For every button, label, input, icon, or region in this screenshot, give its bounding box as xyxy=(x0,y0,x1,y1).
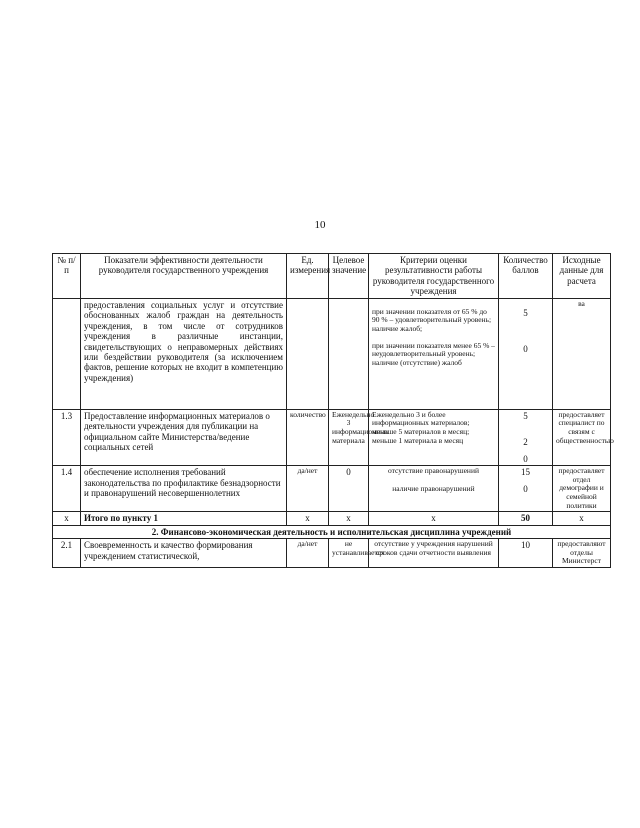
total-unit: х xyxy=(287,512,329,525)
criteria-item: меньше 5 материалов в месяц; xyxy=(372,427,470,436)
cell-points xyxy=(499,466,553,512)
cell-num: 1.3 xyxy=(53,409,81,465)
cell-criteria xyxy=(369,466,499,512)
points-value: 15 xyxy=(521,467,530,478)
header-target: Целевое значение xyxy=(329,254,369,299)
header-source: Исходные данные для расчета xyxy=(553,254,611,299)
cell-criteria xyxy=(369,298,499,409)
criteria-item: Еженедельно 3 и более информационных материалов; xyxy=(372,409,470,428)
cell-source: предоставляют отделы Министерст xyxy=(553,539,611,568)
cell-indicator: Своевременность и качество формирования учреждением статистической, xyxy=(81,539,287,568)
cell-indicator: обеспечение исполнения требований законодательства по профилактике безнадзорности и правонарушений несовершеннолетних xyxy=(81,466,287,512)
cell-source: предоставляет отдел демографии и семейной политики xyxy=(553,466,611,512)
points-value: 0 xyxy=(523,344,528,355)
cell-unit: да/нет xyxy=(287,466,329,512)
cell-unit: да/нет xyxy=(287,539,329,568)
efficiency-indicators-table xyxy=(52,253,614,568)
cell-criteria xyxy=(369,409,499,465)
total-criteria: х xyxy=(369,512,499,525)
points-value: 0 xyxy=(523,483,528,494)
header-indicator: Показатели эффективности деятельности руководителя государственного учреждения xyxy=(81,254,287,299)
criteria-item: меньше 1 материала в месяц xyxy=(372,435,464,445)
cell-num: 2.1 xyxy=(53,539,81,568)
cell-source: предоставляет специалист по связям с общественностью xyxy=(553,409,611,465)
section-heading-row xyxy=(53,525,611,538)
table-row xyxy=(53,539,611,568)
header-criteria: Критерии оценки результативности работы руководителя государственного учреждения xyxy=(369,254,499,299)
cell-num: 1.4 xyxy=(53,466,81,512)
cell-points xyxy=(499,298,553,409)
cell-target: не устанавливается xyxy=(329,539,369,568)
criteria-item: отсутствие правонарушений xyxy=(388,466,479,476)
cell-unit xyxy=(287,298,329,409)
header-num: № п/п xyxy=(53,254,81,299)
table-row xyxy=(53,466,611,512)
cell-points: 10 xyxy=(499,539,553,568)
total-label: Итого по пункту 1 xyxy=(81,512,287,525)
total-source: х xyxy=(553,512,611,525)
cell-target: 0 xyxy=(329,466,369,512)
points-value: 5 xyxy=(523,307,528,318)
table-row xyxy=(53,298,611,409)
table-row xyxy=(53,409,611,465)
cell-indicator: Предоставление информационных материалов о деятельности учреждения для публикации на официальном сайте Министерства/ведение социальных сетей xyxy=(81,409,287,465)
table-header-row xyxy=(53,254,611,299)
criteria-item: наличие правонарушений xyxy=(392,483,475,493)
cell-target xyxy=(329,298,369,409)
points-value: 2 xyxy=(523,437,528,448)
cell-target: Еженедельно 3 информационных материала xyxy=(329,409,369,465)
cell-num xyxy=(53,298,81,409)
cell-criteria: отсутствие у учреждения нарушений сроков сдачи отчетности выявления xyxy=(369,539,499,568)
total-num: х xyxy=(53,512,81,525)
total-target: х xyxy=(329,512,369,525)
header-points: Количество баллов xyxy=(499,254,553,299)
section-2-title: 2. Финансово-экономическая деятельность и исполнительская дисциплина учреждений xyxy=(53,525,611,538)
points-value: 0 xyxy=(523,453,528,464)
criteria-item: при значении показателя от 65 % до 90 % – удовлетворительный уровень; наличие жалоб; xyxy=(372,306,492,333)
cell-source: ва xyxy=(553,298,611,409)
cell-indicator: предоставления социальных услуг и отсутствие обоснованных жалоб граждан на деятельность учреждения, в том числе от сотрудников учреждения в различные инстанции, свидетельствующих о неправомерных действиях или бездействии руководителя (за исключением фактов, решение которых не входит в компетенцию учреждения) xyxy=(81,298,287,409)
points-value: 5 xyxy=(523,410,528,421)
page-number: 10 xyxy=(314,219,326,231)
criteria-item: при значении показателя менее 65 % – неудовлетворительный уровень; наличие (отсутствие) жалоб xyxy=(372,340,495,367)
header-unit: Ед. измерения xyxy=(287,254,329,299)
total-row xyxy=(53,512,611,525)
cell-unit: количество xyxy=(287,409,329,465)
total-points: 50 xyxy=(499,512,553,525)
cell-points xyxy=(499,409,553,465)
